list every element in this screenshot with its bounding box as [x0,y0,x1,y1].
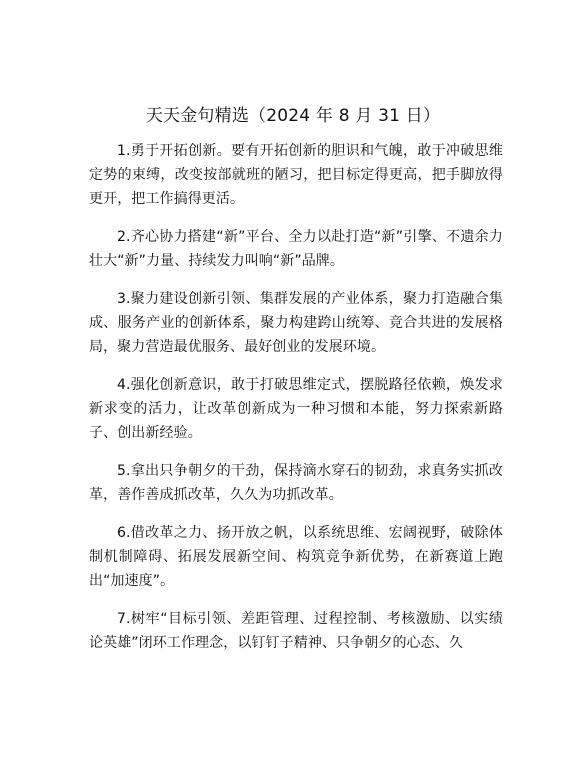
paragraph: 4.强化创新意识，敢于打破思维定式，摆脱路径依赖，焕发求新求变的活力，让改革创新成为一种习惯和本能，努力探索新路子、创出新经验。 [89,377,503,441]
paragraph: 3.聚力建设创新引领、集群发展的产业体系，聚力打造融合集成、服务产业的创新体系，聚力构建跨山统筹、竞合共进的发展格局，聚力营造最优服务、最好创业的发展环境。 [89,291,503,355]
paragraph: 2.齐心协力搭建“新”平台、全力以赴打造“新”引擎、不遗余力壮大“新”力量、持续发力叫响“新”品牌。 [89,229,503,269]
document-title: 天天金句精选（2024 年 8 月 31 日） [145,106,441,126]
paragraph: 5.拿出只争朝夕的干劲，保持滴水穿石的韧劲，求真务实抓改革，善作善成抓改革，久久为功抓改革。 [89,463,503,503]
document-body [89,139,503,655]
paragraph: 7.树牢“目标引领、差距管理、过程控制、考核激励、以实绩论英雄”闭环工作理念，以钉钉子精神、只争朝夕的心态、久 [89,611,503,651]
paragraph: 1.勇于开拓创新。要有开拓创新的胆识和气魄，敢于冲破思维定势的束缚，改变按部就班的陋习，把目标定得更高，把手脚放得更开，把工作搞得更活。 [89,143,503,207]
paragraph: 6.借改革之力、扬开放之帆，以系统思维、宏阔视野，破除体制机制障碍、拓展发展新空间、构筑竞争新优势，在新赛道上跑出“加速度”。 [89,525,503,589]
